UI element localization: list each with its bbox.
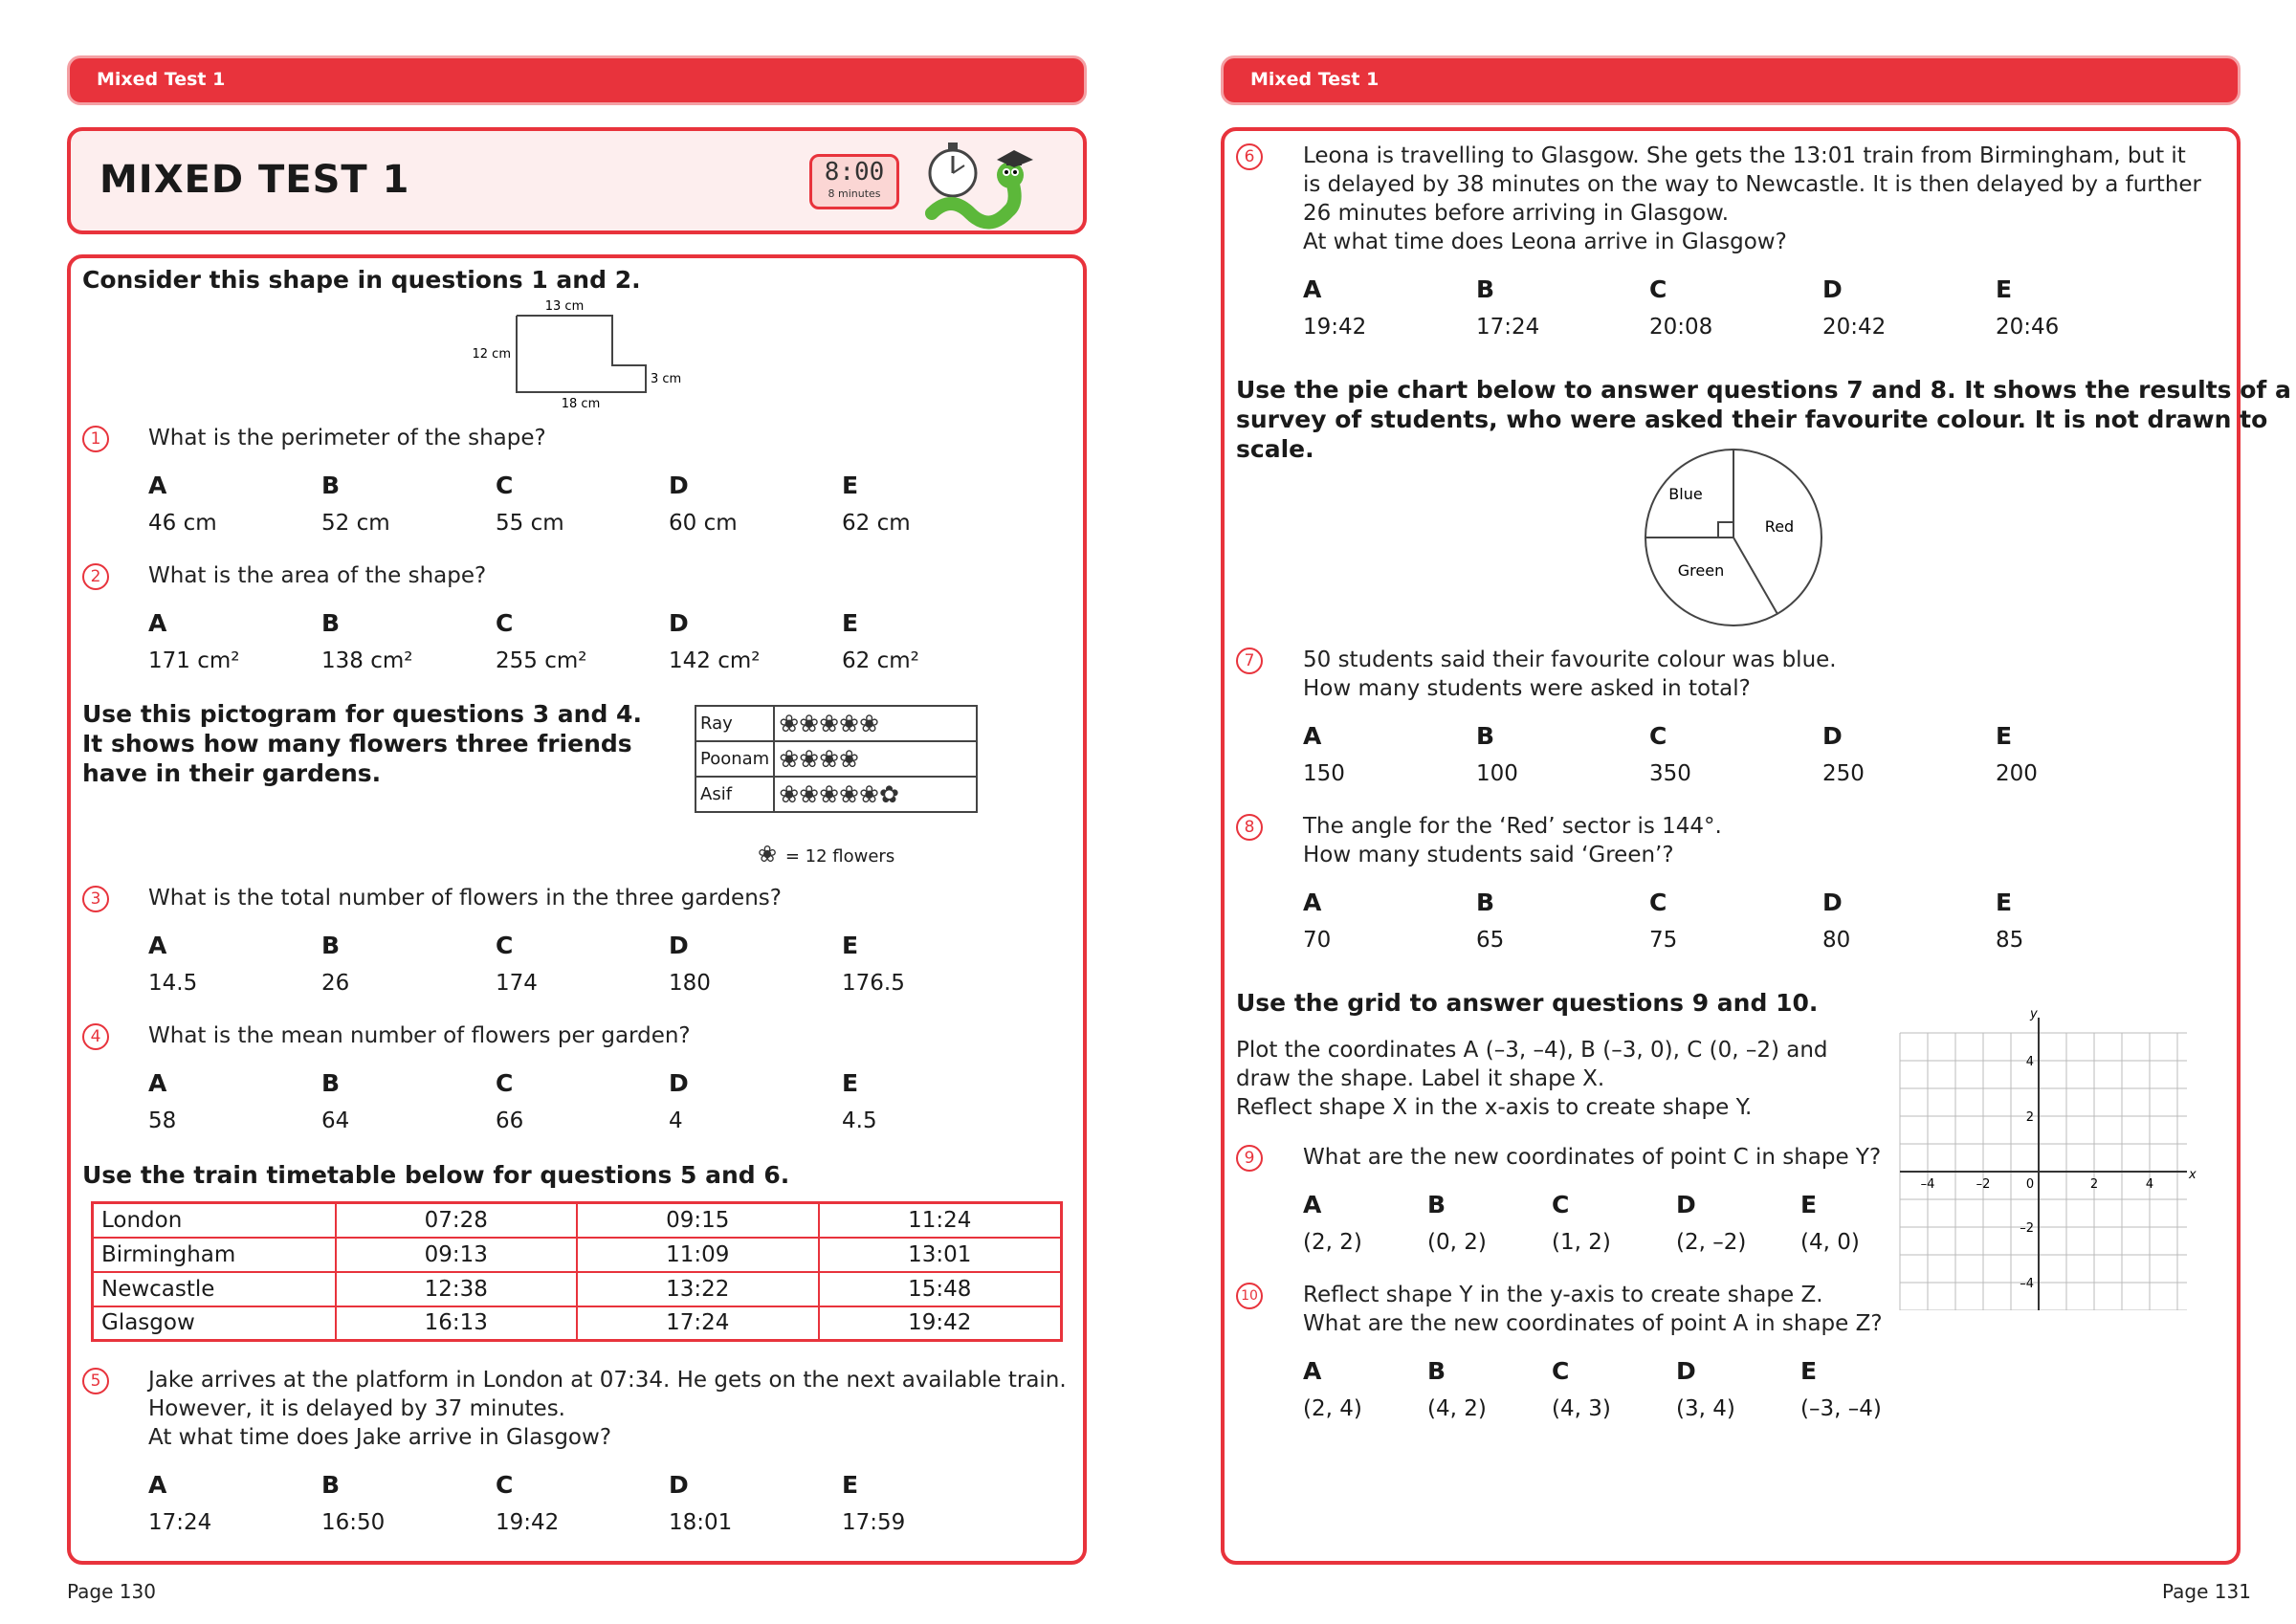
pictogram-row-name: Ray — [695, 706, 774, 741]
q9-option-e-letter: E — [1800, 1191, 1818, 1218]
l-shape-diagram — [469, 296, 698, 411]
q7-option-c-letter: C — [1649, 722, 1667, 750]
question-number-1: 1 — [82, 426, 109, 452]
question-number-5: 5 — [82, 1368, 109, 1394]
page-title: MIXED TEST 1 — [99, 158, 410, 202]
question-number-3: 3 — [82, 886, 109, 912]
flower-icon: ❀❀❀❀❀✿ — [779, 779, 899, 808]
pie-heading-line-2: survey of students, who were asked their favourite colour. It is not drawn to scale. — [1236, 406, 2268, 463]
question-number-7: 7 — [1236, 647, 1263, 674]
timer-time: 8:00 — [824, 158, 885, 187]
table-cell: 11:24 — [819, 1203, 1062, 1238]
title-box — [67, 127, 1087, 234]
grid-axis-x-label: x — [2189, 1168, 2197, 1182]
q4-option-c-letter: C — [496, 1069, 514, 1097]
q5-option-d-value: 18:01 — [669, 1510, 733, 1535]
grid-heading: Use the grid to answer questions 9 and 10. — [1236, 989, 1819, 1017]
q4-option-c-value: 66 — [496, 1108, 524, 1133]
q1-option-d-value: 60 cm — [669, 511, 738, 536]
q3-option-c-letter: C — [496, 932, 514, 959]
question-10-text-line-1: Reflect shape Y in the y-axis to create shape Z. — [1303, 1283, 1823, 1307]
q1-option-d-letter: D — [669, 472, 689, 499]
q6-option-c-value: 20:08 — [1649, 315, 1713, 340]
q10-option-c-value: (4, 3) — [1552, 1396, 1611, 1421]
q4-option-b-value: 64 — [321, 1108, 350, 1133]
q1-option-e-letter: E — [842, 472, 859, 499]
question-8-text-line-2: How many students said ‘Green’? — [1303, 843, 1674, 867]
table-cell: 13:22 — [577, 1272, 819, 1306]
q6-option-b-value: 17:24 — [1476, 315, 1540, 340]
q4-option-a-value: 58 — [148, 1108, 177, 1133]
q3-option-b-letter: B — [321, 932, 341, 959]
shape-label-bottom: 18 cm — [561, 397, 601, 411]
q7-option-b-letter: B — [1476, 722, 1495, 750]
q10-option-b-letter: B — [1427, 1357, 1446, 1385]
q8-option-a-letter: A — [1303, 889, 1322, 916]
q2-option-c-value: 255 cm² — [496, 648, 587, 673]
q3-option-d-letter: D — [669, 932, 689, 959]
table-row — [93, 1203, 1062, 1238]
q3-option-a-letter: A — [148, 932, 167, 959]
table-cell: Newcastle — [93, 1272, 336, 1306]
pictogram-key-text: = 12 flowers — [784, 846, 895, 867]
q2-option-b-letter: B — [321, 609, 341, 637]
q1-option-e-value: 62 cm — [842, 511, 911, 536]
q4-option-a-letter: A — [148, 1069, 167, 1097]
q6-option-d-letter: D — [1822, 275, 1843, 303]
q3-option-e-letter: E — [842, 932, 859, 959]
q1-option-c-letter: C — [496, 472, 514, 499]
grid-instructions-line-3: Reflect shape X in the x-axis to create shape Y. — [1236, 1095, 1753, 1120]
question-number-9: 9 — [1236, 1145, 1263, 1172]
table-cell: 15:48 — [819, 1272, 1062, 1306]
q8-option-d-letter: D — [1822, 889, 1843, 916]
pictogram-row — [695, 706, 977, 741]
question-5-text-line-2: However, it is delayed by 37 minutes. — [148, 1396, 565, 1421]
q5-option-a-letter: A — [148, 1471, 167, 1499]
q5-option-b-letter: B — [321, 1471, 341, 1499]
q3-option-e-value: 176.5 — [842, 971, 905, 996]
left-banner-text: Mixed Test 1 — [97, 69, 226, 90]
question-8-text-line-1: The angle for the ‘Red’ sector is 144°. — [1303, 814, 1722, 839]
question-5-text-line-3: At what time does Jake arrive in Glasgow? — [148, 1425, 612, 1450]
q5-option-c-letter: C — [496, 1471, 514, 1499]
flower-icon: ❀❀❀❀ — [779, 744, 860, 773]
table-cell: 09:13 — [336, 1238, 578, 1272]
q10-option-c-letter: C — [1552, 1357, 1570, 1385]
q4-option-e-letter: E — [842, 1069, 859, 1097]
question-3-text: What is the total number of flowers in the three gardens? — [148, 886, 782, 911]
q5-option-e-value: 17:59 — [842, 1510, 906, 1535]
q10-option-b-value: (4, 2) — [1427, 1396, 1487, 1421]
q9-option-c-letter: C — [1552, 1191, 1570, 1218]
q10-option-e-value: (–3, –4) — [1800, 1396, 1882, 1421]
grid-x-tick: 4 — [2145, 1177, 2154, 1192]
grid-y-tick: –2 — [2020, 1221, 2034, 1236]
flower-icon: ❀❀❀❀❀ — [779, 709, 879, 737]
q6-option-d-value: 20:42 — [1822, 315, 1887, 340]
grid-x-tick: 2 — [2089, 1177, 2099, 1192]
pictogram-key — [758, 840, 894, 868]
question-6-text-line-4: At what time does Leona arrive in Glasgow? — [1303, 230, 1787, 254]
table-cell: 07:28 — [336, 1203, 578, 1238]
question-10-text-line-2: What are the new coordinates of point A in shape Z? — [1303, 1311, 1883, 1336]
q4-option-d-value: 4 — [669, 1108, 683, 1133]
question-5-text-line-1: Jake arrives at the platform in London at 07:34. He gets on the next available train. — [148, 1368, 1067, 1393]
right-banner — [1221, 55, 2241, 105]
q3-option-c-value: 174 — [496, 971, 538, 996]
question-7-text-line-1: 50 students said their favourite colour was blue. — [1303, 647, 1837, 672]
q7-option-e-value: 200 — [1996, 761, 2038, 786]
shape-label-left: 12 cm — [472, 347, 511, 362]
q8-option-c-value: 75 — [1649, 928, 1678, 953]
q8-option-a-value: 70 — [1303, 928, 1332, 953]
pictogram-row — [695, 741, 977, 777]
q9-option-b-letter: B — [1427, 1191, 1446, 1218]
table-cell: 13:01 — [819, 1238, 1062, 1272]
q7-option-c-value: 350 — [1649, 761, 1691, 786]
left-page-number: Page 130 — [67, 1580, 156, 1603]
q6-option-a-value: 19:42 — [1303, 315, 1367, 340]
pictogram-row-flowers — [774, 741, 977, 777]
q9-option-d-value: (2, –2) — [1676, 1230, 1747, 1255]
q8-option-b-value: 65 — [1476, 928, 1505, 953]
q5-option-e-letter: E — [842, 1471, 859, 1499]
q6-option-a-letter: A — [1303, 275, 1322, 303]
pictogram-heading-line-1: Use this pictogram for questions 3 and 4. — [82, 700, 642, 728]
q1-option-c-value: 55 cm — [496, 511, 564, 536]
shape-label-step: 3 cm — [651, 372, 682, 386]
grid-instructions-line-1: Plot the coordinates A (–3, –4), B (–3, 0), C (0, –2) and — [1236, 1038, 1828, 1063]
grid-x-tick: –4 — [1920, 1177, 1935, 1192]
question-6-text-line-2: is delayed by 38 minutes on the way to Newcastle. It is then delayed by a further — [1303, 172, 2202, 197]
q10-option-d-letter: D — [1676, 1357, 1696, 1385]
question-number-4: 4 — [82, 1023, 109, 1050]
q10-option-e-letter: E — [1800, 1357, 1818, 1385]
grid-x-tick: 0 — [2025, 1177, 2035, 1192]
table-cell: 09:15 — [577, 1203, 819, 1238]
pictogram-row — [695, 777, 977, 812]
q9-option-e-value: (4, 0) — [1800, 1230, 1860, 1255]
q5-option-b-value: 16:50 — [321, 1510, 386, 1535]
q9-option-c-value: (1, 2) — [1552, 1230, 1611, 1255]
coordinate-grid — [1890, 1004, 2197, 1310]
q2-option-e-value: 62 cm² — [842, 648, 919, 673]
question-7-text-line-2: How many students were asked in total? — [1303, 676, 1751, 701]
pie-heading-line-1: Use the pie chart below to answer questions 7 and 8. It shows the results of a — [1236, 376, 2291, 404]
q7-option-b-value: 100 — [1476, 761, 1518, 786]
q7-option-a-letter: A — [1303, 722, 1322, 750]
q7-option-a-value: 150 — [1303, 761, 1345, 786]
q8-option-b-letter: B — [1476, 889, 1495, 916]
q2-option-c-letter: C — [496, 609, 514, 637]
q6-option-c-letter: C — [1649, 275, 1667, 303]
q6-option-e-value: 20:46 — [1996, 315, 2060, 340]
grid-y-tick: –4 — [2020, 1277, 2034, 1291]
table-cell: London — [93, 1203, 336, 1238]
table-cell: 19:42 — [819, 1306, 1062, 1341]
q2-option-a-value: 171 cm² — [148, 648, 240, 673]
shape-label-top: 13 cm — [544, 299, 585, 314]
grid-y-tick: 2 — [2025, 1110, 2034, 1125]
q4-option-e-value: 4.5 — [842, 1108, 877, 1133]
q4-option-d-letter: D — [669, 1069, 689, 1097]
q8-option-d-value: 80 — [1822, 928, 1851, 953]
q8-option-e-value: 85 — [1996, 928, 2024, 953]
pictogram-row-flowers — [774, 777, 977, 812]
question-9-text: What are the new coordinates of point C in shape Y? — [1303, 1145, 1882, 1170]
q1-option-a-value: 46 cm — [148, 511, 217, 536]
timer-badge — [809, 154, 899, 209]
q1-option-a-letter: A — [148, 472, 167, 499]
q9-option-d-letter: D — [1676, 1191, 1696, 1218]
pictogram-heading-line-2: It shows how many flowers three friends — [82, 730, 632, 757]
q9-option-a-letter: A — [1303, 1191, 1322, 1218]
grid-x-tick: –2 — [1976, 1177, 1991, 1192]
pie-label-green: Green — [1677, 561, 1725, 580]
question-number-8: 8 — [1236, 814, 1263, 841]
q2-option-a-letter: A — [148, 609, 167, 637]
stopwatch-worm-icon — [922, 137, 1047, 232]
q10-option-d-value: (3, 4) — [1676, 1396, 1735, 1421]
q8-option-e-letter: E — [1996, 889, 2013, 916]
q2-option-e-letter: E — [842, 609, 859, 637]
train-timetable — [91, 1201, 1063, 1342]
q6-option-e-letter: E — [1996, 275, 2013, 303]
q1-option-b-value: 52 cm — [321, 511, 390, 536]
pictogram-table — [695, 705, 978, 813]
q8-option-c-letter: C — [1649, 889, 1667, 916]
question-6-text-line-1: Leona is travelling to Glasgow. She gets the 13:01 train from Birmingham, but it — [1303, 143, 2186, 168]
flower-key-icon: ❀ — [758, 841, 778, 867]
grid-axis-y-label: y — [2030, 1007, 2038, 1021]
q2-option-b-value: 138 cm² — [321, 648, 413, 673]
q9-option-b-value: (0, 2) — [1427, 1230, 1487, 1255]
timer-label: 8 minutes — [828, 187, 881, 200]
table-row — [93, 1272, 1062, 1306]
left-banner — [67, 55, 1087, 105]
q4-option-b-letter: B — [321, 1069, 341, 1097]
q3-option-b-value: 26 — [321, 971, 350, 996]
table-cell: 12:38 — [336, 1272, 578, 1306]
table-cell: Glasgow — [93, 1306, 336, 1341]
question-number-2: 2 — [82, 563, 109, 590]
question-1-text: What is the perimeter of the shape? — [148, 426, 546, 450]
q7-option-d-value: 250 — [1822, 761, 1865, 786]
q2-option-d-letter: D — [669, 609, 689, 637]
shape-heading: Consider this shape in questions 1 and 2. — [82, 266, 641, 294]
q10-option-a-letter: A — [1303, 1357, 1322, 1385]
table-cell: 11:09 — [577, 1238, 819, 1272]
q5-option-a-value: 17:24 — [148, 1510, 212, 1535]
question-6-text-line-3: 26 minutes before arriving in Glasgow. — [1303, 201, 1730, 226]
pie-label-red: Red — [1764, 517, 1795, 536]
timetable-heading: Use the train timetable below for questions 5 and 6. — [82, 1161, 790, 1189]
q1-option-b-letter: B — [321, 472, 341, 499]
table-cell: Birmingham — [93, 1238, 336, 1272]
grid-instructions-line-2: draw the shape. Label it shape X. — [1236, 1066, 1605, 1091]
grid-y-tick: 4 — [2025, 1055, 2034, 1069]
pictogram-row-flowers — [774, 706, 977, 741]
q5-option-c-value: 19:42 — [496, 1510, 560, 1535]
pie-chart — [1638, 442, 1829, 633]
pictogram-row-name: Asif — [695, 777, 774, 812]
pie-label-blue: Blue — [1668, 485, 1703, 503]
question-2-text: What is the area of the shape? — [148, 563, 487, 588]
pictogram-row-name: Poonam — [695, 741, 774, 777]
right-banner-text: Mixed Test 1 — [1250, 69, 1380, 90]
q5-option-d-letter: D — [669, 1471, 689, 1499]
q9-option-a-value: (2, 2) — [1303, 1230, 1362, 1255]
q10-option-a-value: (2, 4) — [1303, 1396, 1362, 1421]
q3-option-a-value: 14.5 — [148, 971, 198, 996]
right-page-number: Page 131 — [2162, 1580, 2251, 1603]
q6-option-b-letter: B — [1476, 275, 1495, 303]
q7-option-d-letter: D — [1822, 722, 1843, 750]
pictogram-heading-line-3: have in their gardens. — [82, 759, 382, 787]
table-row — [93, 1306, 1062, 1341]
q2-option-d-value: 142 cm² — [669, 648, 761, 673]
question-number-10: 10 — [1236, 1283, 1263, 1309]
question-4-text: What is the mean number of flowers per garden? — [148, 1023, 691, 1048]
q3-option-d-value: 180 — [669, 971, 711, 996]
table-cell: 17:24 — [577, 1306, 819, 1341]
question-number-6: 6 — [1236, 143, 1263, 170]
table-cell: 16:13 — [336, 1306, 578, 1341]
table-row — [93, 1238, 1062, 1272]
q7-option-e-letter: E — [1996, 722, 2013, 750]
